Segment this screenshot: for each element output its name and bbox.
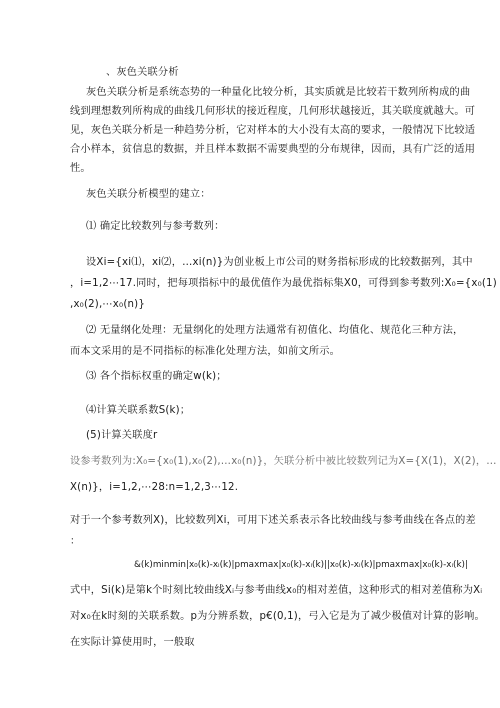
step-5: (5)计算关联度r xyxy=(86,430,158,441)
intro-line-2: 线到理想数列所构成的曲线几何形状的接近程度，几何形状越接近，其关联度就越大。可 xyxy=(70,106,476,117)
model-title: 灰色关联分析模型的建立： xyxy=(86,189,211,200)
step-3: ⑶ 各个指标权重的确定w(k)； xyxy=(86,371,227,382)
intro-line-3: 见，灰色关联分析是一种趋势分析，它对样本的大小没有太高的要求，一般情况下比较适 xyxy=(70,125,476,136)
step-2-line-1: ⑵ 无量纲化处理：无量纲化的处理方法通常有初值化、均值化、规范化三种方法， xyxy=(86,325,464,336)
step-1-body-line-3: ,x₀(2),⋯x₀(n)} xyxy=(70,299,146,310)
section-heading: 、灰色关联分析 xyxy=(106,67,179,78)
explain-line-3: 在实际计算使用时，一般取 xyxy=(70,637,195,648)
intro-line-4: 合小样本，贫信息的数据，并且样本数据不需要典型的分布规律，因而，具有广泛的适用 xyxy=(70,144,476,155)
step-4: ⑷计算关联系数S(k)； xyxy=(86,405,191,416)
notation-line-1: 设参考数列为:X₀={x₀(1),x₀(2),…x₀(n)}，矢联分析中被比较数列记为X={X(1)，X(2)，… xyxy=(70,456,497,467)
explain-line-2: 对x₀在k时刻的关联系数。p为分辨系数，p€(0,1)，弓入它是为了减少极值对计算的影响。 xyxy=(70,611,485,622)
difference-para-line-2: ： xyxy=(70,536,81,547)
notation-line-2: X(n)}，i=1,2,⋯28:n=1,2,3⋯12. xyxy=(70,482,239,493)
step-1-body-line-2: ，i=1,2⋯17.同时，把每项指标中的最优值作为最优指标集X0，可得到参考数列:X₀={x₀(1) xyxy=(70,278,497,289)
intro-line-5: 性。 xyxy=(70,163,91,174)
step-1-title: ⑴ 确定比较数列与参考数列： xyxy=(86,221,225,232)
step-2-line-2: 而本文采用的是不同指标的标准化处理方法，如前文所示。 xyxy=(70,346,341,357)
difference-para-line-1: 对于一个参考数列X)，比较数列Xi，可用下述关系表示各比较曲线与参考曲线在各点的差 xyxy=(70,515,476,526)
explain-line-1: 式中，Si(k)是第k个时刻比较曲线Xᵢ与参考曲线x₀的相对差值，这种形式的相对差值称为Xᵢ xyxy=(70,585,483,596)
intro-line-1: 灰色关联分析是系统态势的一种量化比较分析，其实质就是比较若干数列所构成的曲 xyxy=(86,87,471,98)
correlation-formula: &(k)minmin|x₀(k)-xᵢ(k)|pmaxmax|x₀(k)-xᵢ(k)||x₀(k)-xᵢ(k)|pmaxmax|x₀(k)-xᵢ(k)| xyxy=(134,560,468,570)
step-1-body-line-1: 设Xi={xi⑴，xi⑵，…xi(n)}为创业板上市公司的财务指标形成的比较数据列，其中 xyxy=(86,257,473,268)
